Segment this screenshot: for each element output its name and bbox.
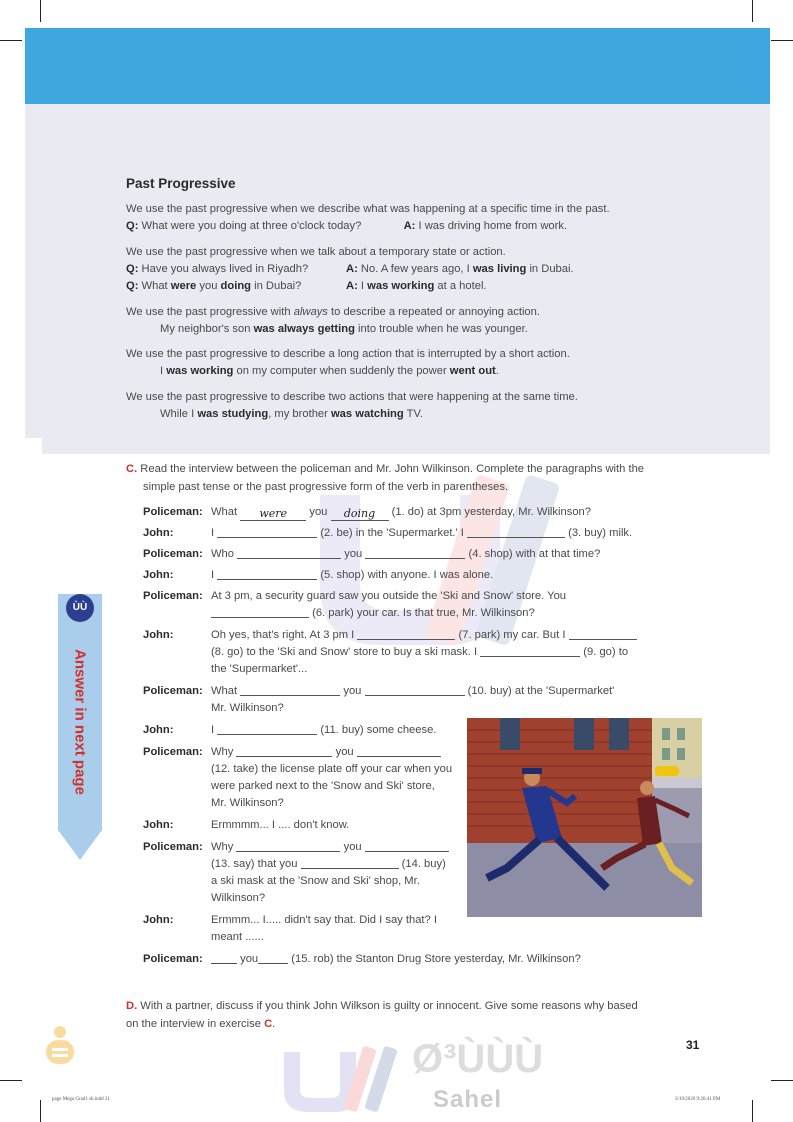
a-label: A: [346, 263, 358, 275]
question-bold: doing [220, 280, 251, 292]
answer-blank-4a[interactable] [237, 548, 341, 559]
answer-text: in Dubai. [529, 263, 574, 275]
q-label: Q: [126, 220, 139, 232]
rule-text: We use the past progressive to describe two actions that were happening at the same time. [126, 391, 578, 403]
answer-blank-8[interactable] [569, 629, 637, 640]
exercise-c-instruction [126, 460, 666, 496]
line-text: (15. rob) the Stanton Drug Store yesterday, Mr. Wilkinson? [291, 953, 581, 965]
line-text: At 3 pm, a security guard saw you outside the 'Ski and Snow' store. You [211, 590, 567, 602]
line-text: Oh yes, that's right. At 3 pm I [211, 629, 355, 641]
speaker: Policeman: [143, 953, 203, 965]
line-text: you [343, 685, 362, 697]
exercise-d-end: . [272, 1018, 276, 1030]
answer-bold: was living [472, 263, 527, 275]
answer-blank-10b[interactable] [365, 685, 465, 696]
line-text: Mr. Wilkinson? [211, 797, 284, 809]
watermark-arabic: Ø³ÙÙÙ [412, 1037, 544, 1081]
example-text: into trouble when he was younger. [358, 323, 528, 335]
answer-blank-13b[interactable] [365, 841, 449, 852]
line-text: (3. buy) milk. [568, 527, 633, 539]
line-text: (1. do) at 3pm yesterday, Mr. Wilkinson? [391, 506, 591, 518]
example-bold: went out [449, 365, 496, 377]
crop-mark [752, 1100, 753, 1122]
rule-text [126, 304, 540, 321]
footer-timestamp: 3/19/2020 9:26:41 PM [675, 1097, 721, 1102]
page-number: 31 [686, 1038, 700, 1052]
line-text: (14. buy) [401, 858, 446, 870]
crop-mark [0, 40, 22, 41]
example [126, 363, 570, 380]
answer-blank-10a[interactable] [240, 685, 340, 696]
example-text: TV. [406, 408, 424, 420]
line-text: What [211, 685, 238, 697]
example-text: While I [160, 408, 195, 420]
answer-blank-3[interactable] [467, 527, 565, 538]
answer-blank-6[interactable] [211, 607, 309, 618]
answer-blank-12b[interactable] [357, 746, 441, 757]
exercise-letter: C. [126, 463, 138, 475]
answer-blank-1b[interactable]: doing [331, 508, 389, 521]
question-text: in Dubai? [254, 280, 302, 292]
line-text: the 'Supermarket'... [211, 663, 308, 675]
answer-blank-1[interactable]: were [240, 508, 306, 521]
answer-side-tab-label [58, 634, 102, 810]
q-label: Q: [126, 280, 139, 292]
line-text: (6. park) your car. Is that true, Mr. Wilkinson? [312, 607, 535, 619]
crop-mark [0, 1080, 22, 1081]
question: Have you always lived in Riyadh? [141, 263, 309, 275]
line-text: (9. go) to [583, 646, 629, 658]
rule-text: We use the past progressive when we talk about a temporary state or action. [126, 246, 506, 258]
answer-side-tab-label-wrap [58, 594, 102, 860]
crop-mark [771, 40, 793, 41]
answer-blank-4b[interactable] [365, 548, 465, 559]
grammar-box-extension [42, 438, 770, 454]
speaker: Policeman: [143, 506, 203, 518]
answer-blank-5[interactable] [217, 569, 317, 580]
grammar-rule-2 [126, 244, 574, 295]
side-tab-text: Answer in next page [71, 649, 89, 795]
question-text: you [199, 280, 218, 292]
crop-mark [771, 1080, 793, 1081]
rule-text: We use the past progressive to describe a long action that is interrupted by a short action. [126, 348, 570, 360]
answer-blank-2[interactable] [217, 527, 317, 538]
rule-text-part: We use the past progressive with [126, 306, 291, 318]
answer-blank-14[interactable] [301, 858, 399, 869]
speaker: John: [143, 629, 174, 641]
grammar-rule-1 [126, 201, 610, 235]
watermark-sahel: Sahel [433, 1086, 503, 1113]
line-text: you [343, 841, 362, 853]
line-text: you [309, 506, 328, 518]
speaker: Policeman: [143, 548, 203, 560]
line-text: you [335, 746, 354, 758]
a-label: A: [346, 280, 358, 292]
answer-text: at a hotel. [437, 280, 487, 292]
line-text: Mr. Wilkinson? [211, 702, 284, 714]
line-text: (11. buy) some cheese. [320, 724, 437, 736]
crop-mark [752, 0, 753, 22]
rule-text-part: to describe a repeated or annoying action. [331, 306, 540, 318]
exercise-d-text: With a partner, discuss if you think John Wilkson is guilty or innocent. Give some reasons why based on the interview in exercise [126, 1000, 638, 1030]
speaker: John: [143, 527, 174, 539]
line-text: (13. say) that you [211, 858, 298, 870]
line-text: Why [211, 841, 234, 853]
instruction-text: Read the interview between the policeman and Mr. John Wilkinson. Complete the paragraphs with the simple past tense or the past progressive form of the verb in parentheses. [140, 463, 645, 493]
line-text: Wilkinson? [211, 892, 266, 904]
line-text: a ski mask at the 'Snow and Ski' shop, Mr. [211, 875, 420, 887]
answer-blank-12a[interactable] [236, 746, 332, 757]
speaker: Policeman: [143, 590, 203, 602]
answer-blank-11[interactable] [217, 724, 317, 735]
line-text: What [211, 506, 238, 518]
answer-text: No. A few years ago, I [360, 263, 470, 275]
speaker: John: [143, 914, 174, 926]
answer-blank-13a[interactable] [236, 841, 340, 852]
example-bold: was working [166, 365, 234, 377]
grammar-rule-5 [126, 389, 578, 423]
line-text: I [211, 569, 215, 581]
answer-text: I [360, 280, 365, 292]
exercise-ref: C [264, 1018, 273, 1030]
answer-blank-15b[interactable] [258, 953, 288, 964]
line-text: Ermmm... I..... didn't say that. Did I say that? I [211, 914, 437, 926]
exercise-d [126, 997, 646, 1033]
speaker: Policeman: [143, 685, 203, 697]
line-text: meant ...... [211, 931, 264, 943]
line-text: you [240, 953, 259, 965]
example-bold: was watching [330, 408, 404, 420]
rule-text: We use the past progressive when we describe what was happening at a specific time in the past. [126, 203, 610, 215]
answer-blank-9[interactable] [480, 646, 580, 657]
answer-bold: was working [367, 280, 435, 292]
grammar-rule-4 [126, 346, 570, 380]
line-text: Who [211, 548, 235, 560]
example [126, 406, 578, 423]
speaker: Policeman: [143, 746, 203, 758]
header-band [25, 28, 770, 104]
example-text: I [160, 365, 164, 377]
example [126, 321, 540, 338]
answer-blank-7[interactable] [357, 629, 455, 640]
a-label: A: [403, 220, 416, 232]
example-bold: was studying [197, 408, 269, 420]
line-text: you [344, 548, 363, 560]
line-text: I [211, 724, 215, 736]
grammar-title: Past Progressive [126, 176, 236, 191]
chase-illustration [467, 718, 702, 917]
line-text: (8. go) to the 'Ski and Snow' store to buy a ski mask. I [211, 646, 478, 658]
line-text: were parked next to the 'Snow and Ski' store, [211, 780, 435, 792]
line-text: (5. shop) with anyone. I was alone. [320, 569, 494, 581]
line-text: (12. take) the license plate off your car when you [211, 763, 453, 775]
speaker: John: [143, 724, 174, 736]
line-text: Ermmmm... I .... don't know. [211, 819, 350, 831]
rule-italic: always [293, 306, 328, 318]
example-qa [126, 278, 574, 295]
exercise-letter: D. [126, 1000, 138, 1012]
speaker: Policeman: [143, 841, 203, 853]
example-text: , my brother [268, 408, 328, 420]
example-text: on my computer when suddenly the power [236, 365, 447, 377]
example-text: . [495, 365, 499, 377]
line-text: (4. shop) with at that time? [468, 548, 601, 560]
bottom-watermark-logo [278, 1042, 398, 1116]
sahel-logo-icon: ÙÙ [66, 594, 94, 622]
q-label: Q: [126, 263, 139, 275]
answer-blank-15a[interactable] [211, 953, 237, 964]
line-text: (7. park) my car. But I [458, 629, 566, 641]
answer: I was driving home from work. [418, 220, 568, 232]
line-text: (10. buy) at the 'Supermarket' [467, 685, 615, 697]
speaker: John: [143, 569, 174, 581]
question-bold: were [170, 280, 197, 292]
line-text: (2. be) in the 'Supermarket.' I [320, 527, 464, 539]
example-qa [126, 218, 610, 235]
line-text: Why [211, 746, 234, 758]
coin-stack-icon [44, 1022, 76, 1066]
example-qa [126, 261, 574, 278]
example-bold: was always getting [253, 323, 355, 335]
speaker: John: [143, 819, 174, 831]
footer-file-info: page Mega Grad1 sb.indd 31 [52, 1097, 110, 1102]
crop-mark [40, 0, 41, 22]
line-text: I [211, 527, 215, 539]
grammar-rule-3 [126, 304, 540, 338]
question-text: What [141, 280, 168, 292]
question: What were you doing at three o'clock today? [141, 220, 362, 232]
example-text: My neighbor's son [160, 323, 251, 335]
crop-mark [40, 1100, 41, 1122]
